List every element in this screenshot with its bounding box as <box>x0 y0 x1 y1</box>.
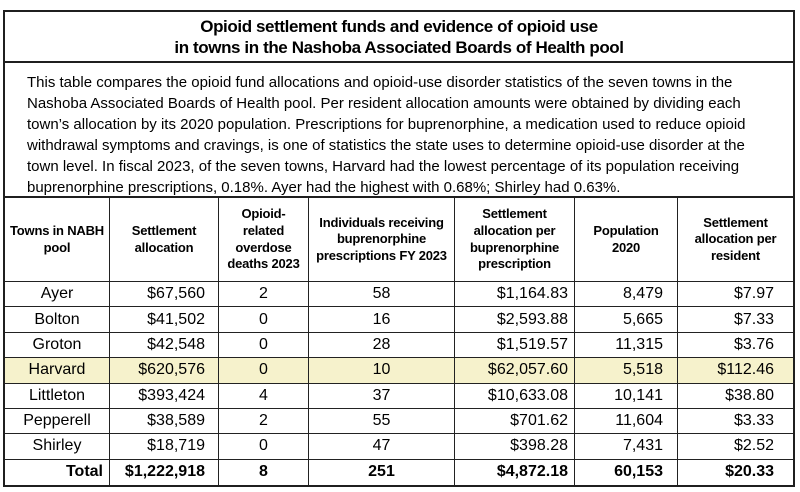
table-cell: Pepperell <box>5 409 110 434</box>
table-cell: 28 <box>309 333 455 358</box>
column-header-settlement-allocation: Settlement allocation <box>110 198 219 282</box>
title-line-2: in towns in the Nashoba Associated Boards of Health pool <box>174 37 624 57</box>
table-cell: 0 <box>219 333 309 358</box>
table-cell: 251 <box>309 460 455 485</box>
table-cell: 5,665 <box>575 307 678 332</box>
table-cell: $112.46 <box>678 358 793 383</box>
table-cell: $38,589 <box>110 409 219 434</box>
column-header-population: Population 2020 <box>575 198 678 282</box>
table-cell: 11,604 <box>575 409 678 434</box>
column-header-allocation-per-resident: Settlement allocation per resident <box>678 198 793 282</box>
column-header-buprenorphine-individuals: Individuals receiving buprenorphine prescriptions FY 2023 <box>309 198 455 282</box>
table-cell: $10,633.08 <box>455 384 575 409</box>
table-cell: Groton <box>5 333 110 358</box>
column-header-overdose-deaths: Opioid-related overdose deaths 2023 <box>219 198 309 282</box>
data-table <box>5 198 793 485</box>
table-cell: 37 <box>309 384 455 409</box>
table-cell: 2 <box>219 409 309 434</box>
table-cell: $7.97 <box>678 282 793 307</box>
table-cell: 10,141 <box>575 384 678 409</box>
table-cell: Littleton <box>5 384 110 409</box>
table-cell: 16 <box>309 307 455 332</box>
table-cell: 47 <box>309 434 455 459</box>
table-cell: $701.62 <box>455 409 575 434</box>
table-cell: $62,057.60 <box>455 358 575 383</box>
table-cell: $42,548 <box>110 333 219 358</box>
table-cell: Shirley <box>5 434 110 459</box>
table-cell: 2 <box>219 282 309 307</box>
table-cell: 58 <box>309 282 455 307</box>
table-cell: $7.33 <box>678 307 793 332</box>
table-cell: 10 <box>309 358 455 383</box>
table-cell: $20.33 <box>678 460 793 485</box>
table-description: This table compares the opioid fund allocations and opioid-use disorder statistics of the seven towns in the Nashoba Associated Boards of Health pool. Per resident allocation amounts were obtained by dividing each town’s allocation by its 2020 population. Prescriptions for buprenorphine, a medication used to reduce opioid withdrawal symptoms and cravings, is one of statistics the state uses to determine opioid-use disorder at the town level. In fiscal 2023, of the seven towns, Harvard had the lowest percentage of its population receiving buprenorphine prescriptions, 0.18%. Ayer had the highest with 0.68%; Shirley had 0.63%. <box>5 63 793 198</box>
table-cell: $41,502 <box>110 307 219 332</box>
table-cell: $3.33 <box>678 409 793 434</box>
title-line-1: Opioid settlement funds and evidence of opioid use <box>200 16 598 36</box>
settlement-table-figure <box>3 10 795 487</box>
table-cell: Total <box>5 460 110 485</box>
table-cell: $1,519.57 <box>455 333 575 358</box>
table-cell: 0 <box>219 434 309 459</box>
table-cell: $2,593.88 <box>455 307 575 332</box>
table-cell: $67,560 <box>110 282 219 307</box>
table-cell: $393,424 <box>110 384 219 409</box>
table-cell: $38.80 <box>678 384 793 409</box>
table-cell: $1,222,918 <box>110 460 219 485</box>
table-cell: Ayer <box>5 282 110 307</box>
table-cell: 0 <box>219 358 309 383</box>
table-cell: $4,872.18 <box>455 460 575 485</box>
table-cell: 5,518 <box>575 358 678 383</box>
table-cell: $398.28 <box>455 434 575 459</box>
table-cell: 60,153 <box>575 460 678 485</box>
table-cell: $620,576 <box>110 358 219 383</box>
table-cell: $1,164.83 <box>455 282 575 307</box>
table-cell: 0 <box>219 307 309 332</box>
table-cell: 8 <box>219 460 309 485</box>
table-cell: $2.52 <box>678 434 793 459</box>
table-cell: Harvard <box>5 358 110 383</box>
column-header-allocation-per-prescription: Settlement allocation per buprenorphine prescription <box>455 198 575 282</box>
table-cell: 11,315 <box>575 333 678 358</box>
table-cell: $18,719 <box>110 434 219 459</box>
column-header-towns: Towns in NABH pool <box>5 198 110 282</box>
table-cell: $3.76 <box>678 333 793 358</box>
table-cell: Bolton <box>5 307 110 332</box>
table-cell: 8,479 <box>575 282 678 307</box>
table-title <box>5 12 793 63</box>
table-cell: 55 <box>309 409 455 434</box>
table-cell: 4 <box>219 384 309 409</box>
table-cell: 7,431 <box>575 434 678 459</box>
